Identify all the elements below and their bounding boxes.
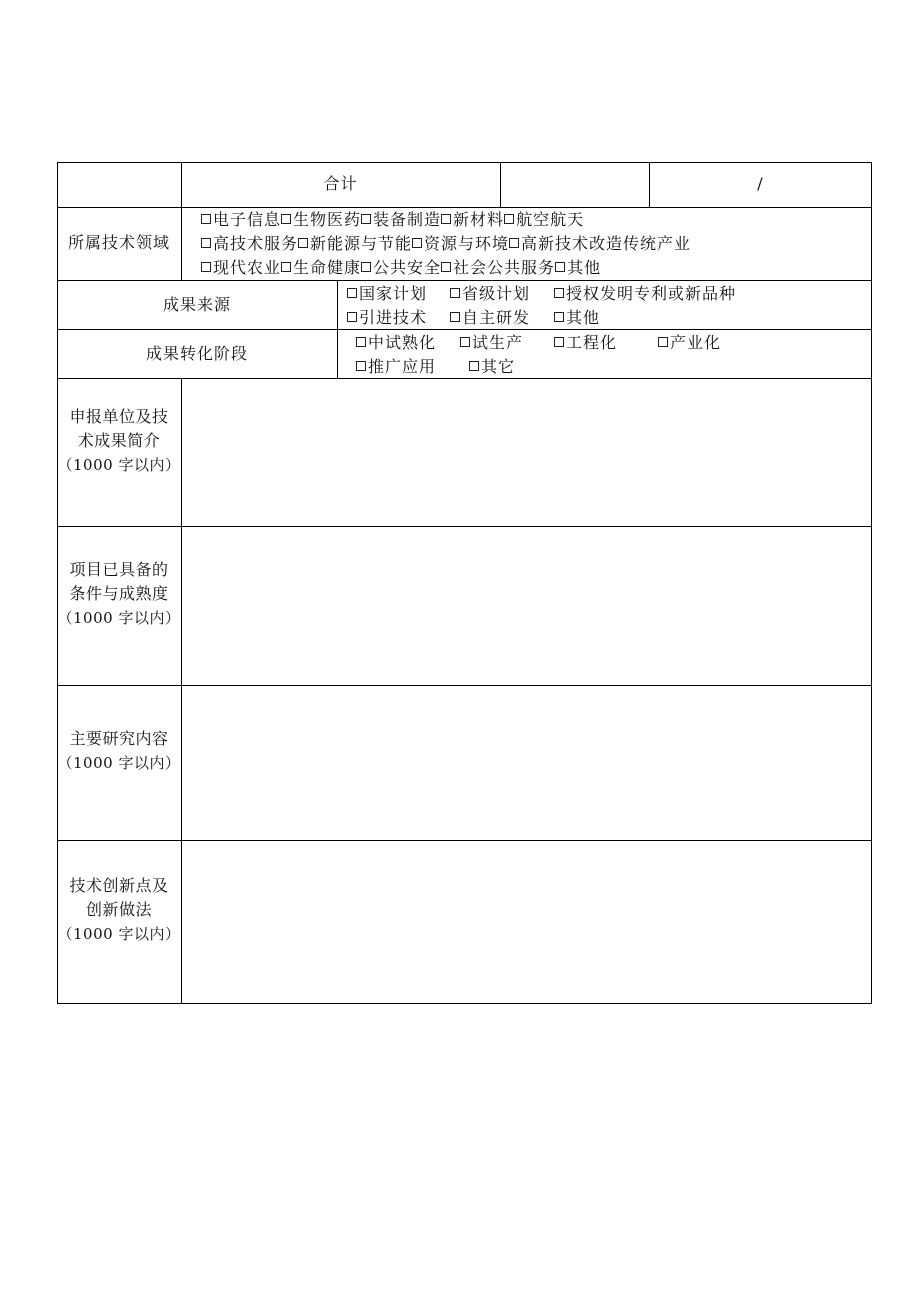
checkbox-icon bbox=[504, 214, 514, 224]
checkbox-new-materials[interactable]: 新材料 bbox=[441, 208, 504, 232]
checkbox-icon bbox=[298, 238, 308, 248]
checkbox-icon bbox=[201, 262, 211, 272]
checkbox-social-public-services[interactable]: 社会公共服务 bbox=[441, 256, 555, 280]
source-label: 成果来源 bbox=[162, 295, 231, 314]
total-label: 合计 bbox=[323, 174, 358, 193]
checkbox-equipment-manufacturing[interactable]: 装备制造 bbox=[361, 208, 441, 232]
checkbox-new-energy[interactable]: 新能源与节能 bbox=[298, 232, 412, 256]
checkbox-icon bbox=[356, 337, 366, 347]
checkbox-national-plan[interactable]: 国家计划 bbox=[347, 282, 450, 306]
tech-field-line-2 bbox=[201, 232, 691, 256]
table-border-right bbox=[871, 162, 872, 1004]
checkbox-stage-other[interactable]: 其它 bbox=[469, 355, 515, 379]
checkbox-engineering[interactable]: 工程化 bbox=[554, 331, 658, 355]
table-border-bottom bbox=[57, 1003, 872, 1004]
checkbox-provincial-plan[interactable]: 省级计划 bbox=[450, 282, 554, 306]
stage-line-1 bbox=[356, 331, 721, 355]
stage-line-2 bbox=[356, 355, 515, 379]
checkbox-icon bbox=[554, 312, 564, 322]
section-company-intro-field[interactable] bbox=[182, 379, 871, 526]
checkbox-icon bbox=[554, 337, 564, 347]
checkbox-icon bbox=[281, 214, 291, 224]
checkbox-other[interactable]: 其他 bbox=[555, 256, 601, 280]
checkbox-promotion-application[interactable]: 推广应用 bbox=[356, 355, 469, 379]
section-company-intro-label: 申报单位及技 术成果简介 （1000 字以内） bbox=[57, 407, 181, 474]
checkbox-icon bbox=[347, 288, 357, 298]
checkbox-icon bbox=[555, 262, 565, 272]
checkbox-icon bbox=[554, 288, 564, 298]
source-line-1 bbox=[347, 282, 736, 306]
checkbox-resources-environment[interactable]: 资源与环境 bbox=[412, 232, 509, 256]
col-divider bbox=[337, 280, 338, 378]
checkbox-industrialization[interactable]: 产业化 bbox=[658, 331, 721, 355]
checkbox-trial-production[interactable]: 试生产 bbox=[460, 331, 554, 355]
checkbox-aerospace[interactable]: 航空航天 bbox=[504, 208, 584, 232]
checkbox-icon bbox=[658, 337, 668, 347]
checkbox-traditional-industry-upgrade[interactable]: 高新技术改造传统产业 bbox=[509, 232, 691, 256]
section-innovation-label: 技术创新点及 创新做法 （1000 字以内） bbox=[57, 876, 181, 943]
total-slash: / bbox=[757, 174, 764, 193]
tech-field-label: 所属技术领域 bbox=[67, 233, 170, 252]
checkbox-icon bbox=[201, 238, 211, 248]
checkbox-source-other[interactable]: 其他 bbox=[554, 306, 600, 330]
section-conditions-field[interactable] bbox=[182, 527, 871, 685]
checkbox-icon bbox=[441, 214, 451, 224]
checkbox-icon bbox=[361, 214, 371, 224]
checkbox-imported-tech[interactable]: 引进技术 bbox=[347, 306, 450, 330]
checkbox-biomedicine[interactable]: 生物医药 bbox=[281, 208, 361, 232]
checkbox-electronic-info[interactable]: 电子信息 bbox=[201, 208, 281, 232]
checkbox-patent-or-variety[interactable]: 授权发明专利或新品种 bbox=[554, 282, 736, 306]
checkbox-icon bbox=[356, 361, 366, 371]
checkbox-icon bbox=[441, 262, 451, 272]
tech-field-line-3 bbox=[201, 256, 601, 280]
checkbox-icon bbox=[201, 214, 211, 224]
section-research-label: 主要研究内容 （1000 字以内） bbox=[57, 729, 181, 772]
stage-label: 成果转化阶段 bbox=[145, 344, 248, 363]
checkbox-icon bbox=[361, 262, 371, 272]
checkbox-icon bbox=[460, 337, 470, 347]
section-research-field[interactable] bbox=[182, 686, 871, 840]
checkbox-icon bbox=[412, 238, 422, 248]
checkbox-high-tech-services[interactable]: 高技术服务 bbox=[201, 232, 298, 256]
tech-field-options bbox=[201, 207, 871, 280]
checkbox-icon bbox=[281, 262, 291, 272]
checkbox-icon bbox=[347, 312, 357, 322]
section-conditions-label: 项目已具备的 条件与成熟度 （1000 字以内） bbox=[57, 560, 181, 627]
tech-field-line-1 bbox=[201, 208, 584, 232]
stage-options bbox=[356, 329, 871, 378]
source-options bbox=[347, 280, 871, 329]
checkbox-life-health[interactable]: 生命健康 bbox=[281, 256, 361, 280]
checkbox-independent-rd[interactable]: 自主研发 bbox=[450, 306, 554, 330]
checkbox-icon bbox=[469, 361, 479, 371]
checkbox-icon bbox=[509, 238, 519, 248]
total-value-field[interactable] bbox=[501, 163, 649, 207]
checkbox-modern-agriculture[interactable]: 现代农业 bbox=[201, 256, 281, 280]
checkbox-public-safety[interactable]: 公共安全 bbox=[361, 256, 441, 280]
checkbox-icon bbox=[450, 312, 460, 322]
section-innovation-field[interactable] bbox=[182, 841, 871, 1003]
checkbox-icon bbox=[450, 288, 460, 298]
checkbox-pilot-maturation[interactable]: 中试熟化 bbox=[356, 331, 460, 355]
table-border-top bbox=[57, 162, 872, 163]
source-line-2 bbox=[347, 306, 600, 330]
